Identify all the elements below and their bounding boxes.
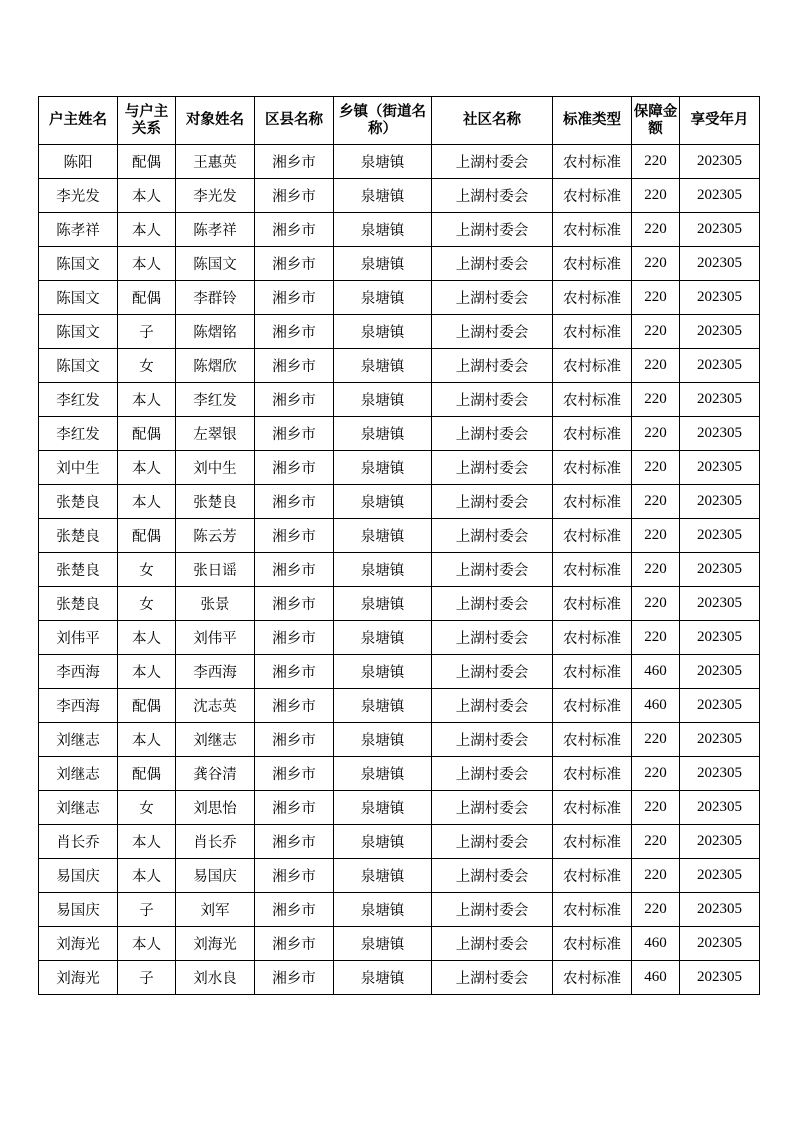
table-row bbox=[39, 247, 760, 281]
relation-cell: 本人 bbox=[118, 213, 176, 247]
subject-name-cell: 左翠银 bbox=[176, 417, 255, 451]
subject-name-cell: 李群铃 bbox=[176, 281, 255, 315]
community-cell: 上湖村委会 bbox=[432, 485, 553, 519]
relation-cell: 本人 bbox=[118, 859, 176, 893]
head-name-cell: 陈孝祥 bbox=[39, 213, 118, 247]
town-cell: 泉塘镇 bbox=[334, 689, 432, 723]
standard-type-cell: 农村标准 bbox=[553, 485, 632, 519]
relation-cell: 本人 bbox=[118, 825, 176, 859]
county-cell: 湘乡市 bbox=[255, 961, 334, 995]
community-cell: 上湖村委会 bbox=[432, 553, 553, 587]
head-name-cell: 李西海 bbox=[39, 689, 118, 723]
amount-cell: 220 bbox=[632, 859, 680, 893]
community-cell: 上湖村委会 bbox=[432, 383, 553, 417]
community-cell: 上湖村委会 bbox=[432, 247, 553, 281]
subject-name-cell: 肖长乔 bbox=[176, 825, 255, 859]
amount-cell: 220 bbox=[632, 451, 680, 485]
standard-type-cell: 农村标准 bbox=[553, 179, 632, 213]
community-cell: 上湖村委会 bbox=[432, 791, 553, 825]
community-cell: 上湖村委会 bbox=[432, 961, 553, 995]
table-row bbox=[39, 553, 760, 587]
head-name-cell: 易国庆 bbox=[39, 859, 118, 893]
relation-cell: 配偶 bbox=[118, 689, 176, 723]
county-cell: 湘乡市 bbox=[255, 791, 334, 825]
header-cell: 户主姓名 bbox=[39, 97, 118, 145]
table-body bbox=[39, 145, 760, 995]
amount-cell: 220 bbox=[632, 281, 680, 315]
community-cell: 上湖村委会 bbox=[432, 825, 553, 859]
relation-cell: 子 bbox=[118, 893, 176, 927]
subject-name-cell: 龚谷清 bbox=[176, 757, 255, 791]
county-cell: 湘乡市 bbox=[255, 519, 334, 553]
month-cell: 202305 bbox=[680, 859, 760, 893]
county-cell: 湘乡市 bbox=[255, 349, 334, 383]
town-cell: 泉塘镇 bbox=[334, 451, 432, 485]
table-row bbox=[39, 383, 760, 417]
subject-name-cell: 沈志英 bbox=[176, 689, 255, 723]
town-cell: 泉塘镇 bbox=[334, 485, 432, 519]
relation-cell: 本人 bbox=[118, 927, 176, 961]
community-cell: 上湖村委会 bbox=[432, 145, 553, 179]
county-cell: 湘乡市 bbox=[255, 145, 334, 179]
county-cell: 湘乡市 bbox=[255, 281, 334, 315]
amount-cell: 220 bbox=[632, 723, 680, 757]
county-cell: 湘乡市 bbox=[255, 553, 334, 587]
month-cell: 202305 bbox=[680, 553, 760, 587]
community-cell: 上湖村委会 bbox=[432, 587, 553, 621]
county-cell: 湘乡市 bbox=[255, 927, 334, 961]
month-cell: 202305 bbox=[680, 961, 760, 995]
table-row bbox=[39, 213, 760, 247]
standard-type-cell: 农村标准 bbox=[553, 723, 632, 757]
subject-name-cell: 李西海 bbox=[176, 655, 255, 689]
head-name-cell: 李西海 bbox=[39, 655, 118, 689]
month-cell: 202305 bbox=[680, 587, 760, 621]
month-cell: 202305 bbox=[680, 485, 760, 519]
amount-cell: 220 bbox=[632, 349, 680, 383]
standard-type-cell: 农村标准 bbox=[553, 553, 632, 587]
town-cell: 泉塘镇 bbox=[334, 553, 432, 587]
month-cell: 202305 bbox=[680, 281, 760, 315]
county-cell: 湘乡市 bbox=[255, 417, 334, 451]
relation-cell: 本人 bbox=[118, 383, 176, 417]
relation-cell: 女 bbox=[118, 349, 176, 383]
amount-cell: 220 bbox=[632, 553, 680, 587]
table-row bbox=[39, 723, 760, 757]
month-cell: 202305 bbox=[680, 927, 760, 961]
standard-type-cell: 农村标准 bbox=[553, 825, 632, 859]
town-cell: 泉塘镇 bbox=[334, 383, 432, 417]
town-cell: 泉塘镇 bbox=[334, 621, 432, 655]
subject-name-cell: 陈孝祥 bbox=[176, 213, 255, 247]
community-cell: 上湖村委会 bbox=[432, 621, 553, 655]
month-cell: 202305 bbox=[680, 723, 760, 757]
head-name-cell: 刘继志 bbox=[39, 723, 118, 757]
community-cell: 上湖村委会 bbox=[432, 723, 553, 757]
head-name-cell: 刘海光 bbox=[39, 927, 118, 961]
community-cell: 上湖村委会 bbox=[432, 213, 553, 247]
head-name-cell: 刘中生 bbox=[39, 451, 118, 485]
town-cell: 泉塘镇 bbox=[334, 349, 432, 383]
subject-name-cell: 李红发 bbox=[176, 383, 255, 417]
town-cell: 泉塘镇 bbox=[334, 893, 432, 927]
month-cell: 202305 bbox=[680, 689, 760, 723]
standard-type-cell: 农村标准 bbox=[553, 145, 632, 179]
community-cell: 上湖村委会 bbox=[432, 349, 553, 383]
town-cell: 泉塘镇 bbox=[334, 587, 432, 621]
head-name-cell: 张楚良 bbox=[39, 587, 118, 621]
head-name-cell: 李光发 bbox=[39, 179, 118, 213]
month-cell: 202305 bbox=[680, 417, 760, 451]
standard-type-cell: 农村标准 bbox=[553, 757, 632, 791]
month-cell: 202305 bbox=[680, 315, 760, 349]
amount-cell: 220 bbox=[632, 315, 680, 349]
subject-name-cell: 张景 bbox=[176, 587, 255, 621]
month-cell: 202305 bbox=[680, 655, 760, 689]
amount-cell: 220 bbox=[632, 893, 680, 927]
subject-name-cell: 张日谣 bbox=[176, 553, 255, 587]
header-cell: 保障金额 bbox=[632, 97, 680, 145]
subject-name-cell: 陈熠欣 bbox=[176, 349, 255, 383]
table-row bbox=[39, 349, 760, 383]
standard-type-cell: 农村标准 bbox=[553, 247, 632, 281]
month-cell: 202305 bbox=[680, 247, 760, 281]
table-row bbox=[39, 179, 760, 213]
amount-cell: 220 bbox=[632, 247, 680, 281]
community-cell: 上湖村委会 bbox=[432, 451, 553, 485]
head-name-cell: 张楚良 bbox=[39, 519, 118, 553]
table-row bbox=[39, 859, 760, 893]
town-cell: 泉塘镇 bbox=[334, 281, 432, 315]
county-cell: 湘乡市 bbox=[255, 859, 334, 893]
standard-type-cell: 农村标准 bbox=[553, 859, 632, 893]
subject-name-cell: 易国庆 bbox=[176, 859, 255, 893]
county-cell: 湘乡市 bbox=[255, 247, 334, 281]
table-row bbox=[39, 655, 760, 689]
standard-type-cell: 农村标准 bbox=[553, 213, 632, 247]
relation-cell: 女 bbox=[118, 791, 176, 825]
amount-cell: 220 bbox=[632, 621, 680, 655]
head-name-cell: 陈国文 bbox=[39, 247, 118, 281]
relation-cell: 本人 bbox=[118, 655, 176, 689]
county-cell: 湘乡市 bbox=[255, 893, 334, 927]
relation-cell: 子 bbox=[118, 961, 176, 995]
subject-name-cell: 陈熠铭 bbox=[176, 315, 255, 349]
standard-type-cell: 农村标准 bbox=[553, 621, 632, 655]
community-cell: 上湖村委会 bbox=[432, 281, 553, 315]
town-cell: 泉塘镇 bbox=[334, 791, 432, 825]
table-row bbox=[39, 485, 760, 519]
table-row bbox=[39, 519, 760, 553]
month-cell: 202305 bbox=[680, 893, 760, 927]
head-name-cell: 陈国文 bbox=[39, 349, 118, 383]
town-cell: 泉塘镇 bbox=[334, 825, 432, 859]
table-row bbox=[39, 451, 760, 485]
head-name-cell: 陈国文 bbox=[39, 281, 118, 315]
header-cell: 乡镇（街道名称） bbox=[334, 97, 432, 145]
subject-name-cell: 陈国文 bbox=[176, 247, 255, 281]
standard-type-cell: 农村标准 bbox=[553, 417, 632, 451]
town-cell: 泉塘镇 bbox=[334, 757, 432, 791]
county-cell: 湘乡市 bbox=[255, 451, 334, 485]
county-cell: 湘乡市 bbox=[255, 179, 334, 213]
county-cell: 湘乡市 bbox=[255, 723, 334, 757]
county-cell: 湘乡市 bbox=[255, 825, 334, 859]
relation-cell: 配偶 bbox=[118, 519, 176, 553]
town-cell: 泉塘镇 bbox=[334, 723, 432, 757]
town-cell: 泉塘镇 bbox=[334, 927, 432, 961]
month-cell: 202305 bbox=[680, 451, 760, 485]
month-cell: 202305 bbox=[680, 519, 760, 553]
amount-cell: 220 bbox=[632, 179, 680, 213]
amount-cell: 220 bbox=[632, 417, 680, 451]
amount-cell: 460 bbox=[632, 927, 680, 961]
relation-cell: 配偶 bbox=[118, 281, 176, 315]
relation-cell: 本人 bbox=[118, 621, 176, 655]
table-row bbox=[39, 587, 760, 621]
month-cell: 202305 bbox=[680, 757, 760, 791]
town-cell: 泉塘镇 bbox=[334, 519, 432, 553]
month-cell: 202305 bbox=[680, 621, 760, 655]
county-cell: 湘乡市 bbox=[255, 689, 334, 723]
county-cell: 湘乡市 bbox=[255, 621, 334, 655]
month-cell: 202305 bbox=[680, 179, 760, 213]
subject-name-cell: 刘思怡 bbox=[176, 791, 255, 825]
relation-cell: 女 bbox=[118, 553, 176, 587]
standard-type-cell: 农村标准 bbox=[553, 519, 632, 553]
amount-cell: 220 bbox=[632, 145, 680, 179]
head-name-cell: 易国庆 bbox=[39, 893, 118, 927]
standard-type-cell: 农村标准 bbox=[553, 315, 632, 349]
amount-cell: 220 bbox=[632, 485, 680, 519]
table-row bbox=[39, 315, 760, 349]
amount-cell: 460 bbox=[632, 689, 680, 723]
community-cell: 上湖村委会 bbox=[432, 519, 553, 553]
relation-cell: 本人 bbox=[118, 179, 176, 213]
town-cell: 泉塘镇 bbox=[334, 179, 432, 213]
table-row bbox=[39, 927, 760, 961]
month-cell: 202305 bbox=[680, 383, 760, 417]
standard-type-cell: 农村标准 bbox=[553, 689, 632, 723]
subject-name-cell: 王惠英 bbox=[176, 145, 255, 179]
subject-name-cell: 张楚良 bbox=[176, 485, 255, 519]
town-cell: 泉塘镇 bbox=[334, 247, 432, 281]
table-row bbox=[39, 417, 760, 451]
month-cell: 202305 bbox=[680, 825, 760, 859]
table-row bbox=[39, 281, 760, 315]
month-cell: 202305 bbox=[680, 791, 760, 825]
amount-cell: 220 bbox=[632, 825, 680, 859]
subject-name-cell: 刘伟平 bbox=[176, 621, 255, 655]
head-name-cell: 刘伟平 bbox=[39, 621, 118, 655]
county-cell: 湘乡市 bbox=[255, 383, 334, 417]
head-name-cell: 刘海光 bbox=[39, 961, 118, 995]
standard-type-cell: 农村标准 bbox=[553, 893, 632, 927]
head-name-cell: 刘继志 bbox=[39, 757, 118, 791]
table-row bbox=[39, 893, 760, 927]
header-row bbox=[39, 97, 760, 145]
amount-cell: 460 bbox=[632, 655, 680, 689]
relation-cell: 配偶 bbox=[118, 417, 176, 451]
standard-type-cell: 农村标准 bbox=[553, 927, 632, 961]
header-cell: 标准类型 bbox=[553, 97, 632, 145]
subject-name-cell: 陈云芳 bbox=[176, 519, 255, 553]
head-name-cell: 李红发 bbox=[39, 383, 118, 417]
header-cell: 区县名称 bbox=[255, 97, 334, 145]
relation-cell: 女 bbox=[118, 587, 176, 621]
community-cell: 上湖村委会 bbox=[432, 655, 553, 689]
month-cell: 202305 bbox=[680, 213, 760, 247]
roster-table bbox=[38, 96, 760, 995]
standard-type-cell: 农村标准 bbox=[553, 587, 632, 621]
header-cell: 享受年月 bbox=[680, 97, 760, 145]
subject-name-cell: 刘中生 bbox=[176, 451, 255, 485]
relation-cell: 本人 bbox=[118, 247, 176, 281]
amount-cell: 220 bbox=[632, 519, 680, 553]
community-cell: 上湖村委会 bbox=[432, 927, 553, 961]
town-cell: 泉塘镇 bbox=[334, 417, 432, 451]
subject-name-cell: 刘水良 bbox=[176, 961, 255, 995]
table-row bbox=[39, 825, 760, 859]
town-cell: 泉塘镇 bbox=[334, 655, 432, 689]
head-name-cell: 张楚良 bbox=[39, 485, 118, 519]
header-cell: 社区名称 bbox=[432, 97, 553, 145]
header-cell: 与户主关系 bbox=[118, 97, 176, 145]
amount-cell: 220 bbox=[632, 383, 680, 417]
relation-cell: 配偶 bbox=[118, 757, 176, 791]
county-cell: 湘乡市 bbox=[255, 655, 334, 689]
head-name-cell: 陈国文 bbox=[39, 315, 118, 349]
table-row bbox=[39, 757, 760, 791]
head-name-cell: 李红发 bbox=[39, 417, 118, 451]
subject-name-cell: 刘海光 bbox=[176, 927, 255, 961]
header-cell: 对象姓名 bbox=[176, 97, 255, 145]
relation-cell: 配偶 bbox=[118, 145, 176, 179]
community-cell: 上湖村委会 bbox=[432, 417, 553, 451]
month-cell: 202305 bbox=[680, 349, 760, 383]
table-row bbox=[39, 791, 760, 825]
community-cell: 上湖村委会 bbox=[432, 689, 553, 723]
head-name-cell: 刘继志 bbox=[39, 791, 118, 825]
amount-cell: 460 bbox=[632, 961, 680, 995]
town-cell: 泉塘镇 bbox=[334, 859, 432, 893]
community-cell: 上湖村委会 bbox=[432, 179, 553, 213]
standard-type-cell: 农村标准 bbox=[553, 451, 632, 485]
town-cell: 泉塘镇 bbox=[334, 145, 432, 179]
month-cell: 202305 bbox=[680, 145, 760, 179]
community-cell: 上湖村委会 bbox=[432, 859, 553, 893]
table-row bbox=[39, 961, 760, 995]
community-cell: 上湖村委会 bbox=[432, 893, 553, 927]
county-cell: 湘乡市 bbox=[255, 757, 334, 791]
standard-type-cell: 农村标准 bbox=[553, 961, 632, 995]
community-cell: 上湖村委会 bbox=[432, 315, 553, 349]
town-cell: 泉塘镇 bbox=[334, 961, 432, 995]
standard-type-cell: 农村标准 bbox=[553, 281, 632, 315]
head-name-cell: 陈阳 bbox=[39, 145, 118, 179]
table-row bbox=[39, 689, 760, 723]
standard-type-cell: 农村标准 bbox=[553, 349, 632, 383]
table-row bbox=[39, 145, 760, 179]
relation-cell: 本人 bbox=[118, 723, 176, 757]
head-name-cell: 张楚良 bbox=[39, 553, 118, 587]
county-cell: 湘乡市 bbox=[255, 213, 334, 247]
county-cell: 湘乡市 bbox=[255, 315, 334, 349]
amount-cell: 220 bbox=[632, 213, 680, 247]
town-cell: 泉塘镇 bbox=[334, 315, 432, 349]
standard-type-cell: 农村标准 bbox=[553, 791, 632, 825]
amount-cell: 220 bbox=[632, 791, 680, 825]
community-cell: 上湖村委会 bbox=[432, 757, 553, 791]
amount-cell: 220 bbox=[632, 587, 680, 621]
county-cell: 湘乡市 bbox=[255, 587, 334, 621]
standard-type-cell: 农村标准 bbox=[553, 383, 632, 417]
relation-cell: 本人 bbox=[118, 485, 176, 519]
subject-name-cell: 刘军 bbox=[176, 893, 255, 927]
standard-type-cell: 农村标准 bbox=[553, 655, 632, 689]
subject-name-cell: 刘继志 bbox=[176, 723, 255, 757]
town-cell: 泉塘镇 bbox=[334, 213, 432, 247]
subject-name-cell: 李光发 bbox=[176, 179, 255, 213]
county-cell: 湘乡市 bbox=[255, 485, 334, 519]
relation-cell: 子 bbox=[118, 315, 176, 349]
head-name-cell: 肖长乔 bbox=[39, 825, 118, 859]
table-row bbox=[39, 621, 760, 655]
relation-cell: 本人 bbox=[118, 451, 176, 485]
amount-cell: 220 bbox=[632, 757, 680, 791]
